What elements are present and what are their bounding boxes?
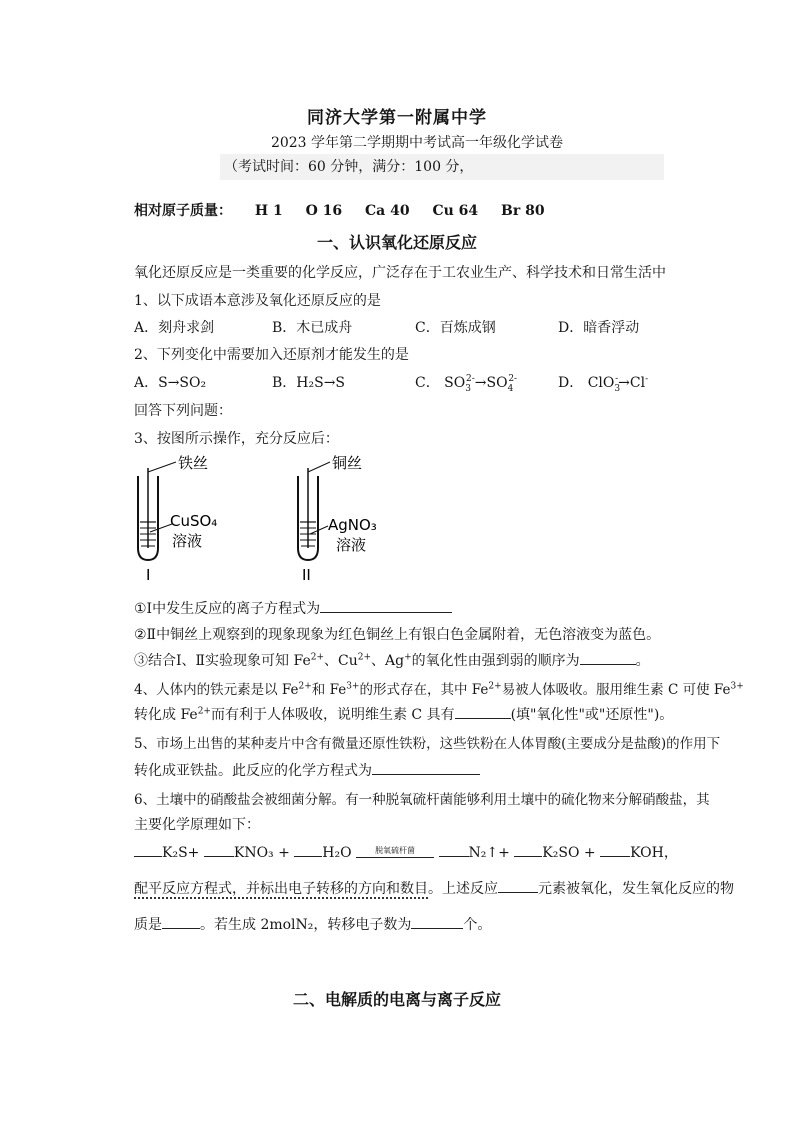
atomic-mass-item: Cu 64: [432, 203, 479, 219]
eq-h2o: H₂O: [322, 845, 352, 861]
q4-text: 4、人体内的铁元素是以 Fe: [134, 682, 299, 698]
section1-title: 一、认识氧化还原反应: [316, 233, 477, 252]
q4-text: 转化成 Fe: [134, 707, 198, 723]
eq-k2so: K₂SO +: [542, 845, 596, 861]
answer-blank[interactable]: [320, 598, 452, 613]
atomic-masses: [134, 200, 563, 220]
q3-sub3: ③结合Ⅰ、Ⅱ实验现象可知 $Fe^{2+}$、$Cu^{2+}$、Ag+的氧化性由强到弱的顺序为 。: [134, 650, 650, 670]
q6-equation: [134, 842, 678, 862]
q4-line1: 4、人体内的铁元素是以 $Fe^{2+}$和 $Fe^{3+}$的形式存在，其中 $Fe^{2+}$易被人体吸收。服用维生素 C 可使 $Fe^{3+}$: [134, 681, 744, 698]
tube1-label: I: [146, 566, 151, 584]
q1-option-d: D．暗香浮动: [558, 320, 640, 336]
school-name: 同济大学第一附属中学: [307, 108, 487, 128]
test-tube-2: [298, 462, 330, 560]
q4-line2: 转化成 $Fe^{2+}$而有利于人体吸收，说明维生素 C 具有 (填"氧化性"或"还原性")。: [134, 704, 673, 724]
q1-option-b: B．木已成舟: [272, 320, 353, 336]
q4-text: 的形式存在，其中 Fe: [359, 682, 489, 698]
coefficient-blank[interactable]: [600, 842, 630, 857]
q1-option-c: C．百炼成钢: [415, 320, 496, 336]
atomic-mass-item: H 1: [254, 203, 283, 219]
q6-text: 。若生成 2molN₂，转移电子数为: [200, 917, 412, 933]
exam-title: 2023 学年第二学期期中考试高一年级化学试卷: [270, 135, 564, 151]
q6-text: 个。: [463, 917, 492, 933]
q3-sub3-text: 、Cu: [324, 653, 358, 669]
q6-text: 。上述反应: [428, 881, 498, 897]
q6-text: 元素被氧化，发生氧化反应的物: [538, 881, 734, 897]
q2-stem: 2、下列变化中需要加入还原剂才能发生的是: [134, 347, 409, 363]
answer-blank[interactable]: [411, 914, 463, 929]
reaction-arrow: [356, 846, 434, 858]
q3-sub1: [134, 598, 452, 618]
q3-sub3-text: 的氧化性由强到弱的顺序为: [411, 653, 580, 669]
tube2-solution-label: 溶液: [336, 536, 367, 554]
coefficient-blank[interactable]: [439, 842, 469, 857]
tube2-solution-formula: AgNO₃: [328, 516, 377, 534]
q6-line3: [134, 878, 734, 898]
eq-kno3: KNO₃ +: [233, 845, 290, 861]
eq-k2s: K₂S+: [162, 845, 200, 861]
q5-line2: [134, 760, 480, 780]
q3-stem: 3、按图所示操作，充分反应后：: [134, 431, 339, 447]
arrow-line: [356, 855, 434, 858]
coefficient-blank[interactable]: [134, 842, 162, 857]
tube2-label: II: [302, 566, 311, 584]
q3-sub3-text: 、Ag: [371, 653, 405, 669]
answer-prompt: 回答下列问题：: [134, 403, 232, 419]
catalyst-label: 脱氧硫杆菌: [375, 846, 416, 855]
q3-sub1-text: ①Ⅰ中发生反应的离子方程式为: [134, 601, 321, 617]
q4-text: 和 Fe: [311, 682, 347, 698]
answer-blank[interactable]: [580, 650, 636, 665]
q2-option-b: B．H₂S→S: [272, 375, 346, 391]
answer-blank[interactable]: [498, 878, 538, 893]
q2-option-c: [415, 372, 517, 394]
coefficient-blank[interactable]: [514, 842, 542, 857]
q2-option-d: [558, 372, 648, 394]
q2-option-d-label: D．: [558, 375, 584, 391]
test-tube-diagram: [132, 450, 392, 585]
q4-text: 而有利于人体吸收，说明维生素 C 具有: [210, 707, 455, 723]
q1-stem: 1、以下成语本意涉及氧化还原反应的是: [134, 293, 381, 309]
eq-koh: KOH，: [630, 845, 678, 861]
atomic-mass-item: O 16: [305, 203, 343, 219]
tube2-wire-label: 铜丝: [332, 454, 363, 472]
q6-text: 配平反应方程式，并标出电子转移的方向和数目: [134, 881, 428, 897]
tube1-solution-label: 溶液: [172, 532, 203, 550]
q2-option-a: A．S→SO₂: [134, 375, 207, 391]
q6-line4: [134, 914, 491, 934]
coefficient-blank[interactable]: [294, 842, 322, 857]
q6-text: 质是: [134, 917, 162, 933]
q2-option-c-formula: $SO_3^{2-}\to SO_4^{2-}$: [444, 374, 518, 394]
q4-text: 易被人体吸收。服用维生素 C 可使 Fe: [501, 682, 731, 698]
atomic-mass-item: Ca 40: [365, 203, 410, 219]
coefficient-blank[interactable]: [204, 842, 234, 857]
tube1-wire-label: 铁丝: [178, 454, 209, 472]
tube1-solution-formula: CuSO₄: [170, 512, 218, 530]
q6-line1: 6、土壤中的硝酸盐会被细菌分解。有一种脱氧硫杆菌能够利用土壤中的硫化物来分解硝酸盐，其: [134, 792, 710, 808]
q2-option-c-label: C．: [415, 375, 440, 391]
q1-option-a: A．刻舟求剑: [134, 320, 215, 336]
test-tube-1: [138, 462, 176, 560]
section1-intro: 氧化还原反应是一类重要的化学反应，广泛存在于工农业生产、科学技术和日常生活中: [134, 265, 666, 281]
answer-blank[interactable]: [162, 914, 200, 929]
atomic-masses-label: 相对原子质量：: [134, 203, 232, 219]
exam-info: （考试时间：60 分钟，满分：100 分，: [220, 154, 664, 180]
answer-blank[interactable]: [372, 760, 480, 775]
answer-blank[interactable]: [455, 704, 511, 719]
q3-sub3-text: ③结合Ⅰ、Ⅱ实验现象可知 Fe: [134, 653, 311, 669]
eq-n2: N₂↑+: [468, 845, 510, 861]
atomic-mass-item: Br 80: [501, 203, 545, 219]
q2-option-d-formula: ClO$_3$-→Cl-: [587, 374, 649, 394]
q5-line1: 5、市场上出售的某种麦片中含有微量还原性铁粉，这些铁粉在人体胃酸(主要成分是盐酸)的作用下: [134, 736, 721, 752]
q3-sub3-end: 。: [635, 653, 650, 669]
section2-title: 二、电解质的电离与离子反应: [292, 990, 501, 1009]
q4-text: (填"氧化性"或"还原性")。: [510, 707, 674, 723]
q6-line2: 主要化学原理如下：: [134, 817, 260, 833]
q3-sub2: ②Ⅱ中铜丝上观察到的现象现象为红色铜丝上有银白色金属附着，无色溶液变为蓝色。: [134, 627, 661, 643]
q5-text: 转化成亚铁盐。此反应的化学方程式为: [134, 763, 372, 779]
